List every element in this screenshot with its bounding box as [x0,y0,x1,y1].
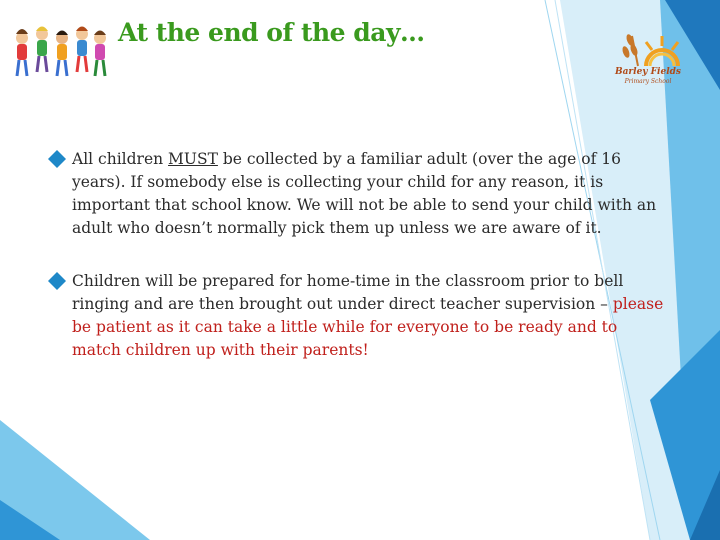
bullet-2-red-text: please be patient as it can take a little while for everyone to be ready and to match children up with their parents! [72,295,664,359]
bullet-item-home-time [48,270,668,362]
slide-title: At the end of the day… [118,18,425,47]
school-subtitle: Primary School [624,78,672,85]
bullet-1-emphasis: MUST [168,150,218,168]
bullet-1-text-start: All children [72,150,169,168]
diamond-bullet-icon [48,272,66,290]
bullet-2-text: Children will be prepared for home-time in the classroom prior to bell ringing and are then brought out under direct teacher supervision – [72,272,624,313]
sun-wheat-logo [608,26,684,102]
school-logo-text [612,68,684,85]
children-clipart-icon [10,20,110,86]
bullet-item-collection [48,148,668,240]
bullet-list [48,148,668,392]
school-name: Barley Fields [614,67,681,77]
bullet-1-text-end: be collected by a familiar adult (over the age of 16 years). If somebody else is collecting your child for any reason, it is important that school know. We will not be able to send your child with an adult who doesn’t normally pick them up unless we are aware of it. [72,150,657,237]
diamond-bullet-icon [48,150,66,168]
